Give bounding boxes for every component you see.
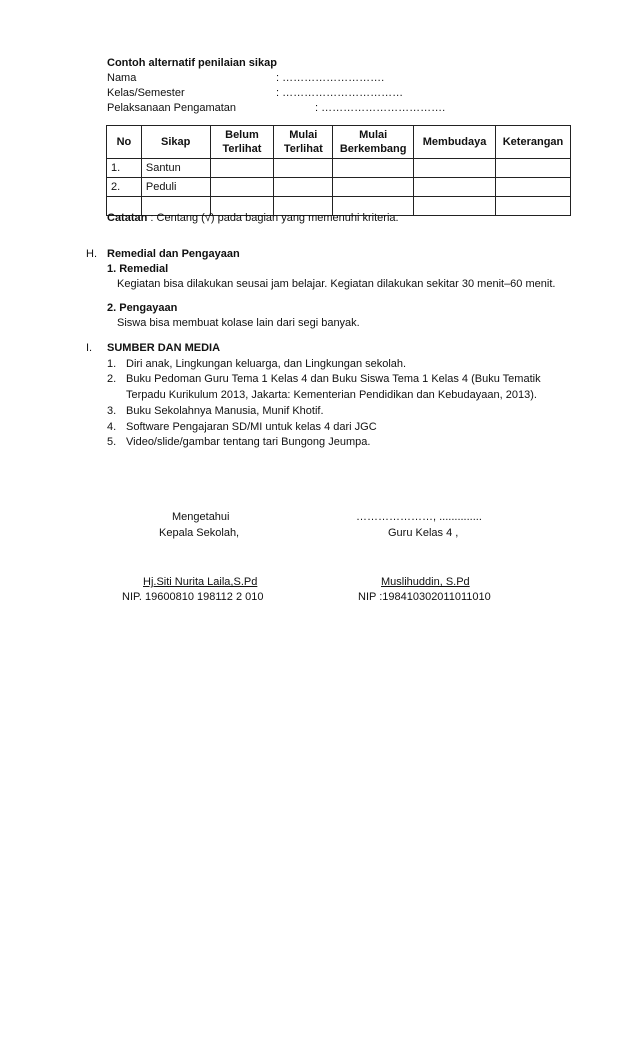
sikap-title: Contoh alternatif penilaian sikap — [107, 57, 277, 69]
cell-empty — [414, 197, 496, 216]
field-label-pelaksanaan: Pelaksanaan Pengamatan — [107, 102, 237, 114]
table-header-row — [107, 126, 571, 159]
list-item: Video/slide/gambar tentang tari Bungong Jeumpa. — [126, 436, 371, 448]
list-item-number: 2. — [107, 373, 117, 385]
field-value-kelas: : …………………………… — [276, 87, 404, 99]
section-h-title: Remedial dan Pengayaan — [107, 248, 240, 260]
field-label-nama: Nama — [107, 72, 137, 84]
cell-empty — [496, 159, 571, 178]
cell-no: 2. — [107, 178, 142, 197]
field-value-nama: : ………………………. — [276, 72, 385, 84]
list-item-number: 5. — [107, 436, 117, 448]
sig-left-line2: Kepala Sekolah, — [159, 527, 240, 539]
cell-no: 1. — [107, 159, 142, 178]
field-label-kelas: Kelas/Semester — [107, 87, 185, 99]
sig-right-name: Muslihuddin, S.Pd — [381, 576, 470, 588]
sig-right-line1: …………………, .............. — [356, 511, 482, 523]
sig-left-name: Hj.Siti Nurita Laila,S.Pd — [143, 576, 258, 588]
list-item-continuation: Terpadu Kurikulum 2013, Jakarta: Kementerian Pendidikan dan Kebudayaan, 2013). — [126, 389, 537, 401]
remedial-title: 1. Remedial — [107, 263, 169, 275]
catatan-text: : Centang (√) pada bagian yang memenuhi kriteria. — [150, 212, 399, 224]
catatan-label: Catatan — [107, 212, 148, 224]
section-i-title: SUMBER DAN MEDIA — [107, 342, 221, 354]
header-no: No — [107, 126, 142, 159]
list-item: Buku Sekolahnya Manusia, Munif Khotif. — [126, 405, 324, 417]
cell-empty — [496, 197, 571, 216]
sig-right-line2: Guru Kelas 4 , — [388, 527, 459, 539]
sig-left-nip: NIP. 19600810 198112 2 010 — [122, 591, 264, 603]
list-item-number: 1. — [107, 358, 117, 370]
list-item: Diri anak, Lingkungan keluarga, dan Lingkungan sekolah. — [126, 358, 407, 370]
pengayaan-text: Siswa bisa membuat kolase lain dari segi banyak. — [117, 317, 360, 329]
header-keterangan: Keterangan — [496, 126, 571, 159]
header-sikap: Sikap — [141, 126, 210, 159]
table-row — [107, 178, 571, 197]
remedial-text: Kegiatan bisa dilakukan seusai jam belajar. Kegiatan dilakukan sekitar 30 menit–60 menit. — [117, 278, 556, 290]
cell-empty — [496, 178, 571, 197]
cell-sikap: Peduli — [141, 178, 210, 197]
header-membudaya: Membudaya — [414, 126, 496, 159]
list-item-number: 3. — [107, 405, 117, 417]
cell-sikap: Santun — [141, 159, 210, 178]
catatan — [107, 212, 399, 224]
cell-empty — [210, 159, 274, 178]
cell-empty — [333, 178, 414, 197]
list-item: Software Pengajaran SD/MI untuk kelas 4 dari JGC — [126, 421, 377, 433]
header-mulai-terlihat: Mulai Terlihat — [274, 126, 333, 159]
pengayaan-title: 2. Pengayaan — [107, 302, 178, 314]
cell-empty — [333, 159, 414, 178]
sig-right-nip: NIP :198410302011011010 — [358, 591, 491, 603]
header-belum-terlihat: Belum Terlihat — [210, 126, 274, 159]
field-value-pelaksanaan: : ……………………………. — [315, 102, 446, 114]
cell-empty — [210, 178, 274, 197]
cell-empty — [274, 159, 333, 178]
cell-empty — [414, 178, 496, 197]
sikap-table — [106, 125, 571, 216]
sig-left-line1: Mengetahui — [172, 511, 230, 523]
cell-empty — [274, 178, 333, 197]
section-h-letter: H. — [86, 248, 97, 260]
table-row — [107, 159, 571, 178]
list-item-number: 4. — [107, 421, 117, 433]
header-mulai-berkembang: Mulai Berkembang — [333, 126, 414, 159]
list-item: Buku Pedoman Guru Tema 1 Kelas 4 dan Buku Siswa Tema 1 Kelas 4 (Buku Tematik — [126, 373, 541, 385]
section-i-letter: I. — [86, 342, 93, 354]
cell-empty — [414, 159, 496, 178]
